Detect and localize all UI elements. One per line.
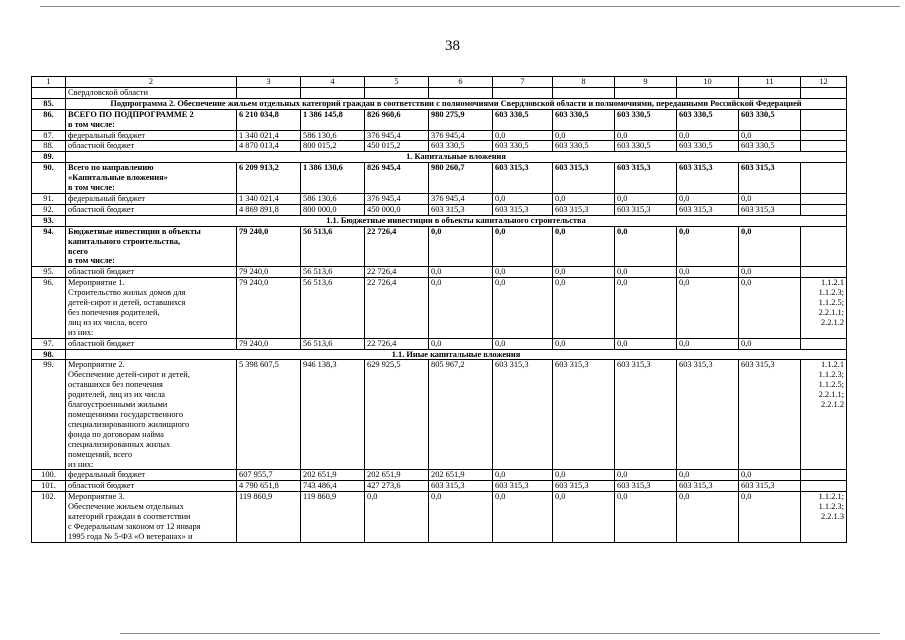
amount-cell: 79 240,0 xyxy=(237,278,301,338)
row-number: 87. xyxy=(32,130,66,141)
amount-cell: 0,0 xyxy=(615,338,677,349)
row-number: 92. xyxy=(32,204,66,215)
amount-cell: 0,0 xyxy=(677,267,739,278)
section-row xyxy=(32,152,847,163)
row-number: 85. xyxy=(32,98,66,109)
column-header: 10 xyxy=(677,77,739,88)
amount-cell: 0,0 xyxy=(553,130,615,141)
amount-cell: 0,0 xyxy=(677,470,739,481)
table-row xyxy=(32,130,847,141)
amount-cell: 826 960,6 xyxy=(365,109,429,130)
amount-cell: 119 860,9 xyxy=(237,492,301,543)
amount-cell xyxy=(301,87,365,98)
amount-cell: 56 513,6 xyxy=(301,226,365,267)
amount-cell xyxy=(429,87,493,98)
amount-cell: 603 330,5 xyxy=(615,141,677,152)
amount-cell: 0,0 xyxy=(739,492,801,543)
amount-cell: 79 240,0 xyxy=(237,338,301,349)
amount-cell: 805 967,2 xyxy=(429,360,493,470)
row-label: областной бюджет xyxy=(66,141,237,152)
amount-cell: 826 945,4 xyxy=(365,163,429,194)
column-header: 2 xyxy=(66,77,237,88)
amount-cell: 427 273,6 xyxy=(365,481,429,492)
amount-cell: 603 315,3 xyxy=(739,481,801,492)
row-label: областной бюджет xyxy=(66,267,237,278)
section-row xyxy=(32,215,847,226)
amount-cell: 0,0 xyxy=(553,193,615,204)
target-codes xyxy=(801,267,847,278)
row-label: Всего по направлению «Капитальные вложения» в том числе: xyxy=(66,163,237,194)
table-row xyxy=(32,87,847,98)
section-title: 1.1. Иные капитальные вложения xyxy=(66,349,847,360)
row-number: 89. xyxy=(32,152,66,163)
amount-cell: 0,0 xyxy=(493,470,553,481)
row-number xyxy=(32,87,66,98)
amount-cell: 0,0 xyxy=(615,226,677,267)
column-header: 7 xyxy=(493,77,553,88)
table-row xyxy=(32,163,847,194)
row-number: 90. xyxy=(32,163,66,194)
amount-cell: 603 315,3 xyxy=(493,204,553,215)
table-row xyxy=(32,470,847,481)
amount-cell: 376 945,4 xyxy=(429,193,493,204)
amount-cell: 0,0 xyxy=(615,267,677,278)
amount-cell: 743 486,4 xyxy=(301,481,365,492)
amount-cell: 603 330,5 xyxy=(677,109,739,130)
row-number: 88. xyxy=(32,141,66,152)
row-label: областной бюджет xyxy=(66,204,237,215)
amount-cell: 56 513,6 xyxy=(301,278,365,338)
amount-cell: 6 209 913,2 xyxy=(237,163,301,194)
amount-cell: 0,0 xyxy=(615,193,677,204)
amount-cell: 603 315,3 xyxy=(615,204,677,215)
target-codes xyxy=(801,193,847,204)
amount-cell: 0,0 xyxy=(493,193,553,204)
amount-cell: 603 315,3 xyxy=(739,204,801,215)
amount-cell: 603 315,3 xyxy=(553,163,615,194)
amount-cell: 79 240,0 xyxy=(237,267,301,278)
table-row xyxy=(32,481,847,492)
amount-cell: 800 000,0 xyxy=(301,204,365,215)
amount-cell: 800 015,2 xyxy=(301,141,365,152)
table-row xyxy=(32,360,847,470)
amount-cell: 603 315,3 xyxy=(553,481,615,492)
row-number: 91. xyxy=(32,193,66,204)
amount-cell: 0,0 xyxy=(739,226,801,267)
top-scan-line xyxy=(40,6,900,7)
amount-cell: 603 315,3 xyxy=(677,204,739,215)
row-label: областной бюджет xyxy=(66,481,237,492)
amount-cell: 22 726,4 xyxy=(365,338,429,349)
amount-cell: 0,0 xyxy=(739,267,801,278)
amount-cell: 202 651,9 xyxy=(365,470,429,481)
column-header: 8 xyxy=(553,77,615,88)
amount-cell: 202 651,9 xyxy=(429,470,493,481)
amount-cell: 603 315,3 xyxy=(677,360,739,470)
amount-cell: 4 870 013,4 xyxy=(237,141,301,152)
amount-cell: 0,0 xyxy=(615,492,677,543)
amount-cell: 6 210 034,8 xyxy=(237,109,301,130)
amount-cell: 603 315,3 xyxy=(429,204,493,215)
row-number: 96. xyxy=(32,278,66,338)
row-label: Мероприятие 1. Строительство жилых домов для детей-сирот и детей, оставшихся без попечения родителей, лиц из их числа, всего из них: xyxy=(66,278,237,338)
section-title: 1. Капитальные вложения xyxy=(66,152,847,163)
amount-cell: 0,0 xyxy=(677,193,739,204)
amount-cell: 1 340 021,4 xyxy=(237,130,301,141)
amount-cell xyxy=(677,87,739,98)
amount-cell: 0,0 xyxy=(553,267,615,278)
amount-cell: 0,0 xyxy=(429,267,493,278)
table-body xyxy=(32,77,847,543)
amount-cell: 603 330,5 xyxy=(493,109,553,130)
column-header: 11 xyxy=(739,77,801,88)
target-codes xyxy=(801,109,847,130)
amount-cell: 5 398 607,5 xyxy=(237,360,301,470)
amount-cell xyxy=(237,87,301,98)
row-number: 101. xyxy=(32,481,66,492)
row-label: Мероприятие 3. Обеспечение жильем отдельных категорий граждан в соответствии с Федеральным законом от 12 января 1995 года № 5-ФЗ «О ветеранах» и xyxy=(66,492,237,543)
amount-cell: 376 945,4 xyxy=(365,130,429,141)
amount-cell: 4 790 651,8 xyxy=(237,481,301,492)
amount-cell: 0,0 xyxy=(493,267,553,278)
table-row xyxy=(32,492,847,543)
target-codes xyxy=(801,141,847,152)
amount-cell: 980 260,7 xyxy=(429,163,493,194)
column-header: 3 xyxy=(237,77,301,88)
table-row xyxy=(32,193,847,204)
target-codes: 1.1.2.1 1.1.2.3; 1.1.2.5; 2.2.1.1; 2.2.1.2 xyxy=(801,360,847,470)
row-number: 86. xyxy=(32,109,66,130)
amount-cell xyxy=(493,87,553,98)
amount-cell: 1 386 145,8 xyxy=(301,109,365,130)
target-codes xyxy=(801,163,847,194)
amount-cell: 0,0 xyxy=(739,338,801,349)
target-codes xyxy=(801,338,847,349)
amount-cell: 603 315,3 xyxy=(615,163,677,194)
amount-cell: 603 315,3 xyxy=(739,360,801,470)
amount-cell: 0,0 xyxy=(493,226,553,267)
row-label: ВСЕГО ПО ПОДПРОГРАММЕ 2 в том числе: xyxy=(66,109,237,130)
amount-cell: 603 330,5 xyxy=(615,109,677,130)
section-title: 1.1. Бюджетные инвестиции в объекты капитального строительства xyxy=(66,215,847,226)
amount-cell: 629 925,5 xyxy=(365,360,429,470)
amount-cell: 0,0 xyxy=(429,492,493,543)
amount-cell: 0,0 xyxy=(429,338,493,349)
row-number: 98. xyxy=(32,349,66,360)
amount-cell: 603 315,3 xyxy=(493,481,553,492)
amount-cell: 603 315,3 xyxy=(677,163,739,194)
amount-cell: 603 315,3 xyxy=(615,360,677,470)
table-row xyxy=(32,267,847,278)
amount-cell: 603 315,3 xyxy=(739,163,801,194)
row-label: областной бюджет xyxy=(66,338,237,349)
row-number: 94. xyxy=(32,226,66,267)
section-row xyxy=(32,98,847,109)
amount-cell xyxy=(615,87,677,98)
amount-cell: 603 315,3 xyxy=(429,481,493,492)
amount-cell: 603 330,5 xyxy=(553,141,615,152)
amount-cell: 586 130,6 xyxy=(301,130,365,141)
table-row xyxy=(32,109,847,130)
table-row xyxy=(32,141,847,152)
column-header: 9 xyxy=(615,77,677,88)
target-codes xyxy=(801,470,847,481)
row-label: Мероприятие 2. Обеспечение детей-сирот и детей, оставшихся без попечения родителей, лиц из их числа благоустроенными жилыми помещениями государственного специализированного жилищного фонда по договорам найма специализированных жилых помещений, всего из них: xyxy=(66,360,237,470)
target-codes xyxy=(801,87,847,98)
amount-cell: 0,0 xyxy=(429,278,493,338)
row-label: федеральный бюджет xyxy=(66,193,237,204)
amount-cell: 603 330,5 xyxy=(429,141,493,152)
column-header-row xyxy=(32,77,847,88)
table-row xyxy=(32,204,847,215)
amount-cell: 0,0 xyxy=(739,130,801,141)
amount-cell: 603 315,3 xyxy=(493,163,553,194)
amount-cell: 0,0 xyxy=(365,492,429,543)
page-number: 38 xyxy=(445,38,460,54)
table-row xyxy=(32,226,847,267)
amount-cell: 0,0 xyxy=(677,278,739,338)
amount-cell: 603 315,3 xyxy=(553,360,615,470)
target-codes xyxy=(801,130,847,141)
row-label: Бюджетные инвестиции в объекты капитального строительства, всего в том числе: xyxy=(66,226,237,267)
amount-cell xyxy=(553,87,615,98)
amount-cell: 0,0 xyxy=(615,278,677,338)
amount-cell: 603 315,3 xyxy=(677,481,739,492)
target-codes xyxy=(801,226,847,267)
row-number: 102. xyxy=(32,492,66,543)
amount-cell: 0,0 xyxy=(553,278,615,338)
amount-cell: 0,0 xyxy=(739,470,801,481)
amount-cell: 0,0 xyxy=(553,226,615,267)
row-label: федеральный бюджет xyxy=(66,470,237,481)
amount-cell: 202 651,9 xyxy=(301,470,365,481)
amount-cell: 0,0 xyxy=(493,492,553,543)
row-number: 93. xyxy=(32,215,66,226)
target-codes: 1.1.2.1 1.1.2.3; 1.1.2.5; 2.2.1.1; 2.2.1.2 xyxy=(801,278,847,338)
amount-cell: 119 860,9 xyxy=(301,492,365,543)
amount-cell: 0,0 xyxy=(739,193,801,204)
target-codes: 1.1.2.1; 1.1.2.3; 2.2.1.3 xyxy=(801,492,847,543)
amount-cell xyxy=(739,87,801,98)
row-number: 100. xyxy=(32,470,66,481)
amount-cell: 0,0 xyxy=(615,470,677,481)
row-number: 97. xyxy=(32,338,66,349)
amount-cell: 0,0 xyxy=(493,130,553,141)
amount-cell xyxy=(365,87,429,98)
amount-cell: 603 330,5 xyxy=(493,141,553,152)
column-header: 5 xyxy=(365,77,429,88)
amount-cell: 0,0 xyxy=(739,278,801,338)
amount-cell: 56 513,6 xyxy=(301,338,365,349)
amount-cell: 603 330,5 xyxy=(677,141,739,152)
amount-cell: 603 330,5 xyxy=(739,109,801,130)
column-header: 12 xyxy=(801,77,847,88)
amount-cell: 603 330,5 xyxy=(553,109,615,130)
section-title: Подпрограмма 2. Обеспечение жильем отдельных категорий граждан в соответствии с полномочиями Свердловской области и полномочиями, переданными Российской Федерацией xyxy=(66,98,847,109)
amount-cell: 0,0 xyxy=(615,130,677,141)
amount-cell: 4 869 891,8 xyxy=(237,204,301,215)
amount-cell: 603 330,5 xyxy=(739,141,801,152)
amount-cell: 0,0 xyxy=(553,492,615,543)
target-codes xyxy=(801,204,847,215)
amount-cell: 79 240,0 xyxy=(237,226,301,267)
amount-cell: 56 513,6 xyxy=(301,267,365,278)
section-row xyxy=(32,349,847,360)
amount-cell: 1 340 021,4 xyxy=(237,193,301,204)
amount-cell: 22 726,4 xyxy=(365,267,429,278)
amount-cell: 0,0 xyxy=(553,470,615,481)
amount-cell: 603 315,3 xyxy=(615,481,677,492)
amount-cell: 450 015,2 xyxy=(365,141,429,152)
amount-cell: 603 315,3 xyxy=(493,360,553,470)
budget-table xyxy=(31,76,847,543)
amount-cell: 376 945,4 xyxy=(429,130,493,141)
table-row xyxy=(32,338,847,349)
amount-cell: 946 138,3 xyxy=(301,360,365,470)
amount-cell: 0,0 xyxy=(493,278,553,338)
amount-cell: 22 726,4 xyxy=(365,278,429,338)
amount-cell: 22 726,4 xyxy=(365,226,429,267)
amount-cell: 0,0 xyxy=(493,338,553,349)
bottom-scan-line xyxy=(120,633,880,634)
target-codes xyxy=(801,481,847,492)
row-label: Свердловской области xyxy=(66,87,237,98)
table-row xyxy=(32,278,847,338)
amount-cell: 980 275,9 xyxy=(429,109,493,130)
amount-cell: 450 000,0 xyxy=(365,204,429,215)
amount-cell: 0,0 xyxy=(677,492,739,543)
amount-cell: 0,0 xyxy=(677,130,739,141)
amount-cell: 376 945,4 xyxy=(365,193,429,204)
row-number: 95. xyxy=(32,267,66,278)
amount-cell: 1 386 130,6 xyxy=(301,163,365,194)
amount-cell: 0,0 xyxy=(677,338,739,349)
amount-cell: 0,0 xyxy=(553,338,615,349)
row-label: федеральный бюджет xyxy=(66,130,237,141)
column-header: 1 xyxy=(32,77,66,88)
amount-cell: 607 955,7 xyxy=(237,470,301,481)
column-header: 4 xyxy=(301,77,365,88)
amount-cell: 603 315,3 xyxy=(553,204,615,215)
amount-cell: 586 130,6 xyxy=(301,193,365,204)
amount-cell: 0,0 xyxy=(429,226,493,267)
column-header: 6 xyxy=(429,77,493,88)
row-number: 99. xyxy=(32,360,66,470)
amount-cell: 0,0 xyxy=(677,226,739,267)
